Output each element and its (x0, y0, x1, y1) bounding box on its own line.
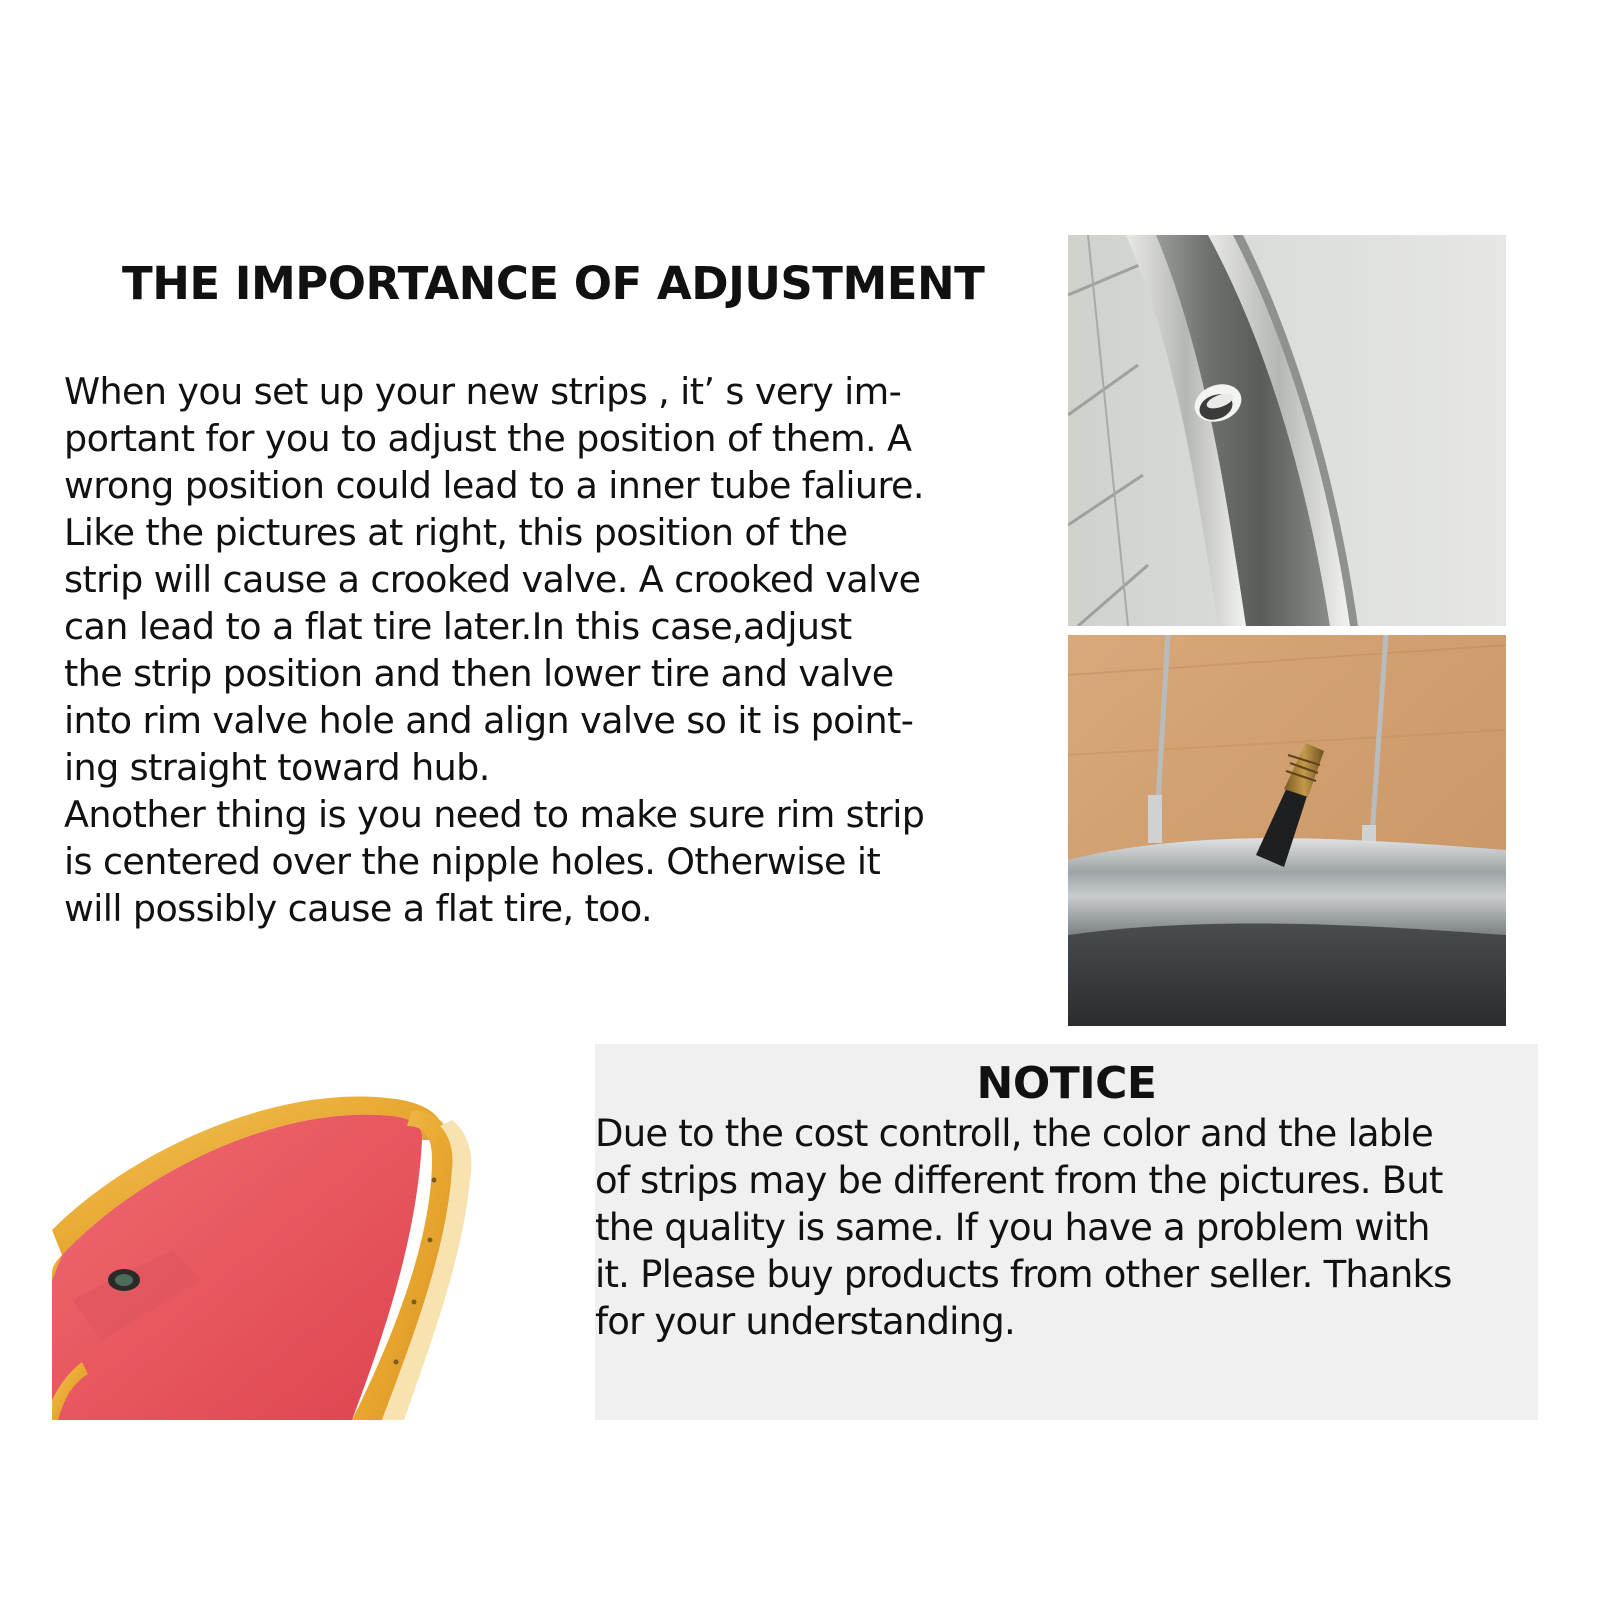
notice-line: of strips may be different from the pictures. But (595, 1159, 1443, 1202)
body-line: into rim valve hole and align valve so it is point- (64, 699, 914, 742)
body-line: the strip position and then lower tire and valve (64, 652, 894, 695)
notice-box (595, 1044, 1538, 1420)
notice-line: for your understanding. (595, 1300, 1015, 1343)
body-line: Like the pictures at right, this position of the (64, 511, 848, 554)
body-line: can lead to a flat tire later.In this case,adjust (64, 605, 852, 648)
body-line: ing straight toward hub. (64, 746, 490, 789)
body-line: Another thing is you need to make sure rim strip (64, 793, 925, 836)
notice-line: Due to the cost controll, the color and the lable (595, 1112, 1433, 1155)
notice-line: it. Please buy products from other seller. Thanks (595, 1253, 1452, 1296)
notice-line: the quality is same. If you have a problem with (595, 1206, 1430, 1249)
rim-valve-hole-photo (1068, 235, 1506, 626)
rim-strip-product-photo (52, 1040, 492, 1420)
body-line: strip will cause a crooked valve. A crooked valve (64, 558, 921, 601)
body-line: wrong position could lead to a inner tube faliure. (64, 464, 924, 507)
body-line: When you set up your new strips , it’ s very im- (64, 370, 902, 413)
body-paragraph (64, 368, 1004, 932)
body-line: will possibly cause a flat tire, too. (64, 887, 652, 930)
body-line: portant for you to adjust the position of them. A (64, 417, 912, 460)
body-line: is centered over the nipple holes. Otherwise it (64, 840, 881, 883)
crooked-valve-photo (1068, 635, 1506, 1026)
notice-paragraph (595, 1110, 1538, 1345)
notice-title: NOTICE (976, 1058, 1157, 1109)
page-title: THE IMPORTANCE OF ADJUSTMENT (122, 257, 985, 310)
